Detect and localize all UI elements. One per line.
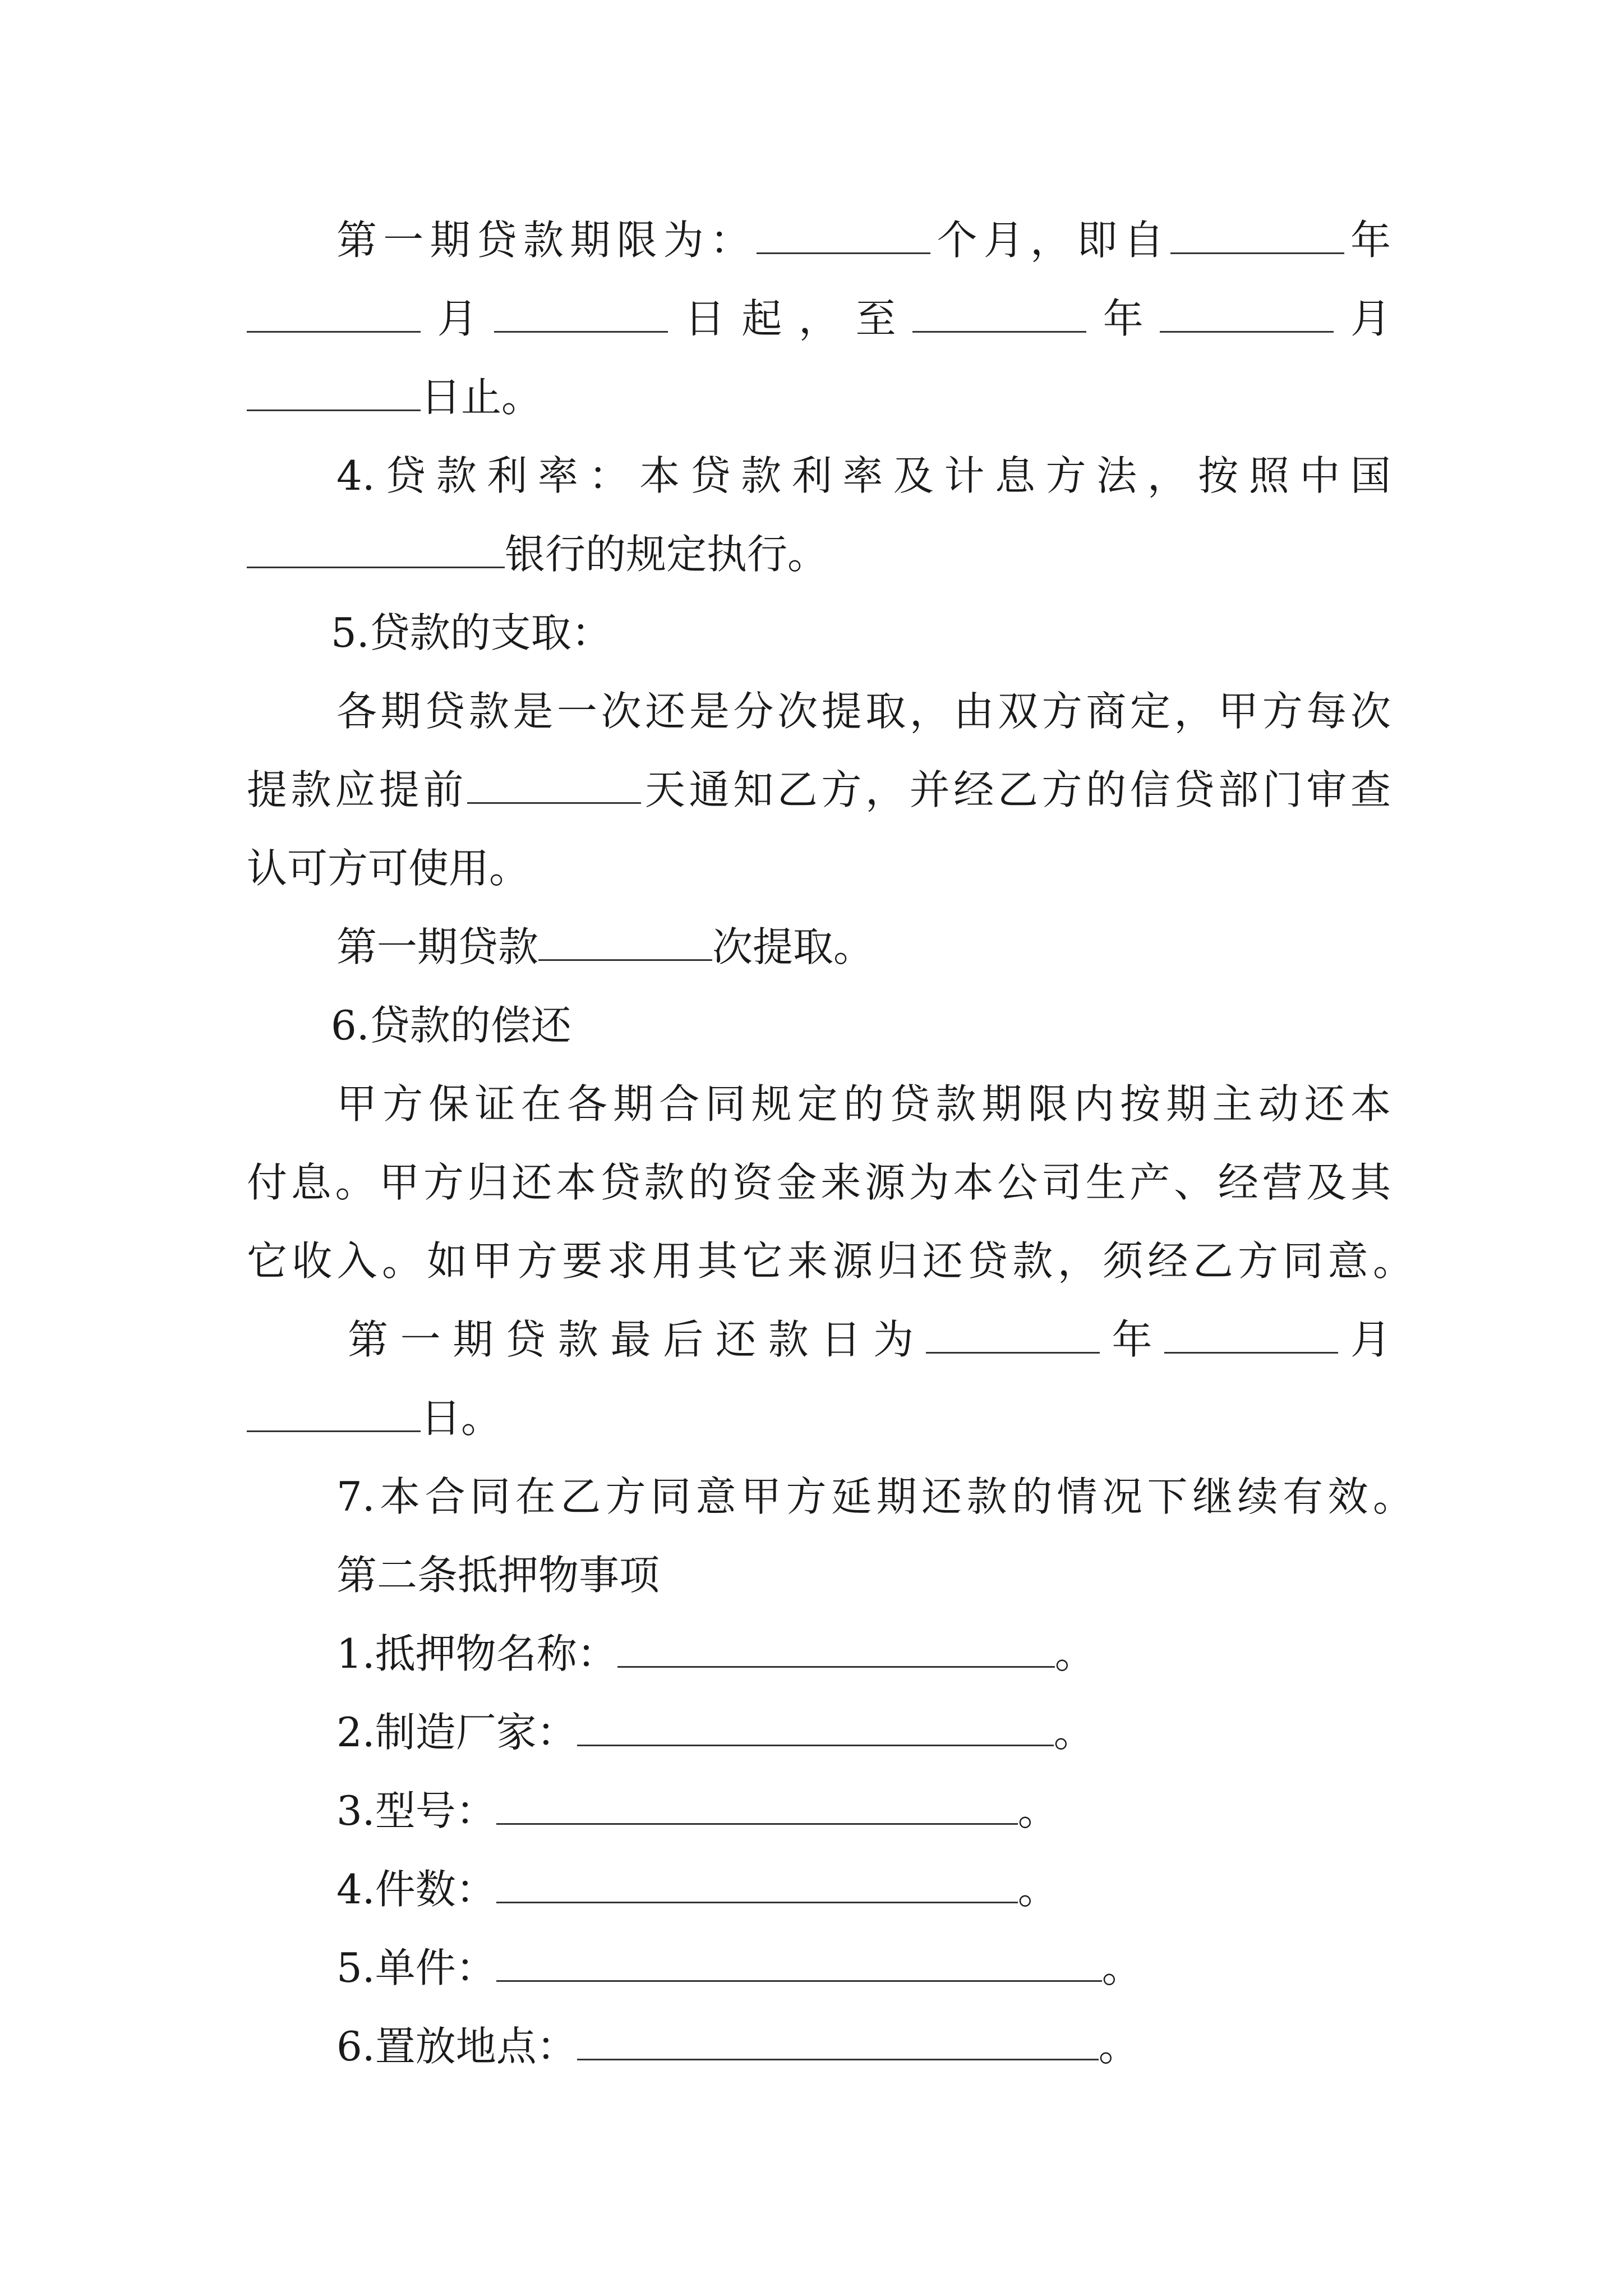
blank-start-year[interactable]	[1170, 219, 1344, 254]
text-month: 月	[1334, 295, 1391, 342]
repayment-line-2: 付息。甲方归还本贷款的资金来源为本公司生产、经营及其	[247, 1159, 1391, 1206]
collateral-item-model	[336, 1773, 1481, 1849]
text-year: 年	[1086, 295, 1160, 342]
blank-collateral-name[interactable]	[617, 1632, 1055, 1668]
model-label: 3.型号：	[336, 1787, 496, 1834]
collateral-item-location	[336, 2008, 1481, 2085]
blank-model[interactable]	[496, 1789, 1018, 1825]
text-day-to: 日起，至	[668, 295, 913, 342]
blank-start-day[interactable]	[494, 297, 668, 333]
text-period: 。	[1054, 1630, 1095, 1677]
drawdown-heading: 5.贷款的支取：	[331, 609, 612, 656]
drawdown-line-1: 各期贷款是一次还是分次提取，由双方商定，甲方每次	[336, 688, 1391, 735]
collateral-heading: 第二条抵押物事项	[336, 1552, 660, 1599]
extension-clause: 7.本合同在乙方同意甲方延期还款的情况下继续有效。	[336, 1473, 1413, 1520]
text-period: 。	[1101, 1944, 1142, 1991]
location-label: 6.置放地点：	[336, 2023, 577, 2070]
loan-term-line-3	[247, 359, 1391, 435]
text-year: 年	[1344, 217, 1391, 264]
collateral-item-manufacturer	[336, 1694, 1481, 1770]
loan-term-line-2	[247, 280, 1391, 357]
repayment-line-3: 它收入。如甲方要求用其它来源归还贷款，须经乙方同意。	[247, 1237, 1413, 1285]
collateral-item-unit	[336, 1930, 1481, 2006]
collateral-item-name	[336, 1616, 1481, 1692]
blank-manufacturer[interactable]	[577, 1711, 1054, 1746]
text-day-end: 日止。	[421, 374, 542, 421]
text-months-from: 个月，即自	[930, 217, 1170, 264]
interest-rate-line-2	[247, 516, 1391, 592]
drawdown-line-4	[336, 909, 1481, 985]
blank-repay-day[interactable]	[247, 1397, 421, 1432]
text-day-end: 日。	[421, 1395, 502, 1442]
loan-term-line-1	[336, 202, 1391, 278]
text-notice-before: 提款应提前	[247, 766, 468, 813]
manufacturer-label: 2.制造厂家：	[336, 1709, 577, 1756]
drawdown-line-3: 认可方可使用。	[247, 845, 530, 892]
repayment-line-1: 甲方保证在各期合同规定的贷款期限内按期主动还本	[336, 1080, 1391, 1128]
text-year: 年	[1099, 1316, 1165, 1363]
unit-label: 5.单件：	[336, 1944, 496, 1991]
repayment-heading: 6.贷款的偿还	[331, 1002, 571, 1049]
loan-term-label: 第一期贷款期限为：	[336, 217, 757, 264]
drawdown-line-2	[247, 752, 1391, 828]
blank-end-year[interactable]	[912, 297, 1086, 333]
text-notice-after: 天通知乙方，并经乙方的信贷部门审查	[641, 766, 1391, 813]
blank-end-day[interactable]	[247, 376, 421, 411]
blank-repay-month[interactable]	[1164, 1318, 1338, 1354]
quantity-label: 4.件数：	[336, 1866, 496, 1913]
interest-rate-line-1: 4.贷款利率：本贷款利率及计息方法，按照中国	[336, 452, 1391, 499]
text-month: 月	[1338, 1316, 1391, 1363]
text-draw-times: 次提取。	[712, 923, 874, 970]
text-period: 。	[1098, 2023, 1139, 2070]
text-period: 。	[1017, 1866, 1058, 1913]
text-first-loan: 第一期贷款	[336, 923, 539, 970]
blank-location[interactable]	[577, 2025, 1099, 2060]
text-month: 月	[421, 295, 495, 342]
repayment-line-4	[348, 1301, 1391, 1378]
text-period: 。	[1053, 1709, 1094, 1756]
text-last-repay-date: 第一期贷款最后还款日为	[348, 1316, 926, 1363]
blank-unit[interactable]	[496, 1947, 1102, 1982]
collateral-name-label: 1.抵押物名称：	[336, 1630, 617, 1677]
blank-repay-year[interactable]	[926, 1318, 1100, 1354]
blank-end-month[interactable]	[1160, 297, 1334, 333]
collateral-item-quantity	[336, 1851, 1481, 1927]
repayment-line-5	[247, 1380, 1391, 1456]
blank-months[interactable]	[757, 219, 930, 254]
text-bank-rule: 银行的规定执行。	[505, 531, 828, 578]
text-period: 。	[1017, 1787, 1058, 1834]
blank-start-month[interactable]	[247, 297, 421, 333]
blank-draw-count[interactable]	[538, 926, 712, 961]
blank-quantity[interactable]	[496, 1868, 1018, 1903]
blank-notice-days[interactable]	[467, 769, 641, 804]
blank-bank-name[interactable]	[247, 533, 505, 568]
